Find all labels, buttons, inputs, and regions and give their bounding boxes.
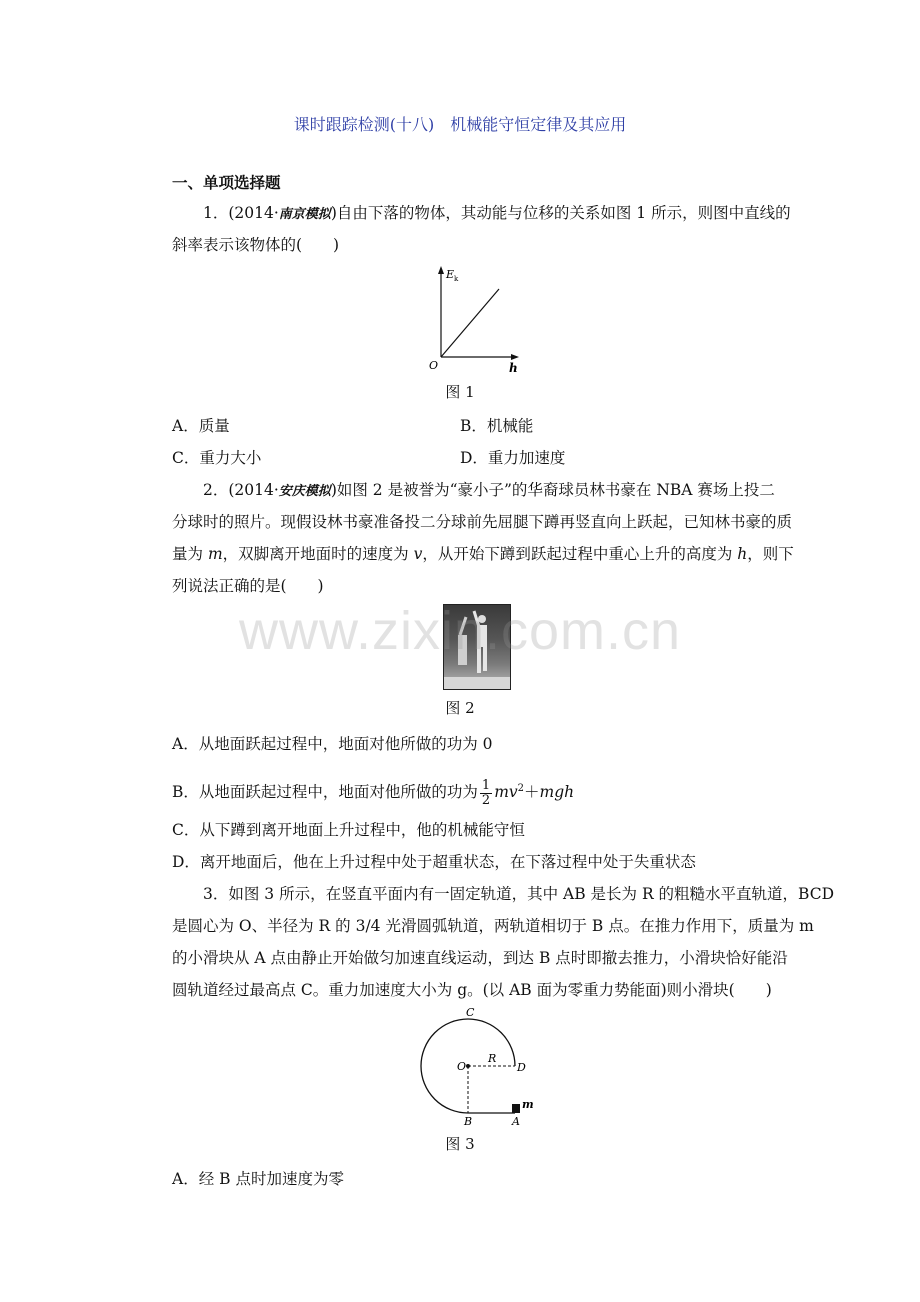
- text: ，从开始下蹲到跃起过程中重心上升的高度为: [422, 545, 738, 563]
- source-tag: 南京模拟: [278, 207, 331, 222]
- center-point: [466, 1064, 470, 1068]
- q2-option-b: [172, 771, 574, 810]
- var-m: m: [207, 545, 223, 563]
- watermark: www.zixin.com.cn: [238, 601, 682, 661]
- question-2-line-3: [172, 543, 794, 565]
- y-axis-arrow: [438, 266, 444, 274]
- figure-3-caption: 图 3: [445, 1135, 475, 1153]
- origin-label: O: [429, 359, 439, 372]
- q2-option-c: C．从下蹲到离开地面上升过程中，他的机械能守恒: [172, 821, 525, 839]
- q1-option-a: A．质量: [172, 417, 230, 435]
- text: ，则下: [747, 545, 794, 563]
- page-title: 课时跟踪检测(十八) 机械能守恒定律及其应用: [293, 115, 627, 134]
- q1-option-d: D．重力加速度: [460, 449, 566, 467]
- q1-option-b: B．机械能: [460, 417, 534, 435]
- question-1-line-1: [172, 202, 791, 226]
- exponent: 2: [517, 783, 525, 794]
- numerator: 1: [481, 777, 491, 793]
- y-axis-subscript: k: [454, 275, 459, 283]
- q3-option-a: A．经 B 点时加速度为零: [172, 1170, 344, 1188]
- question-text: )自由下落的物体，其动能与位移的关系如图 1 所示，则图中直线的: [330, 204, 791, 222]
- var-v: v: [413, 545, 423, 563]
- x-axis-arrow: [511, 354, 519, 360]
- question-2-line-4: 列说法正确的是( ): [172, 577, 324, 595]
- label-b: B: [464, 1115, 473, 1128]
- question-3-line-4: 圆轨道经过最高点 C。重力加速度大小为 g。(以 AB 面为零重力势能面)则小滑块( ): [172, 981, 772, 999]
- expr-mv: mv: [494, 783, 518, 802]
- q1-option-c: C．重力大小: [172, 449, 262, 467]
- var-h: h: [737, 545, 748, 563]
- denominator: 2: [481, 792, 491, 808]
- figure-3-track: [415, 1004, 545, 1128]
- q2-option-d: D．离开地面后，他在上升过程中处于超重状态，在下落过程中处于失重状态: [172, 853, 696, 871]
- option-text: B．从地面跃起过程中，地面对他所做的功为: [172, 783, 478, 802]
- label-d: D: [517, 1061, 526, 1074]
- label-o: O: [457, 1060, 467, 1073]
- label-m: m: [522, 1098, 534, 1111]
- ek-line: [441, 289, 499, 357]
- figure-1-caption: 图 1: [445, 383, 475, 401]
- slider-block: [512, 1104, 520, 1113]
- question-3-line-1: 3．如图 3 所示，在竖直平面内有一固定轨道，其中 AB 是长为 R 的粗糙水平直轨道，BCD: [203, 885, 835, 903]
- text: 量为: [172, 545, 208, 563]
- expr-mgh: mgh: [539, 783, 575, 802]
- question-2-line-2: 分球时的照片。现假设林书豪准备投二分球前先屈腿下蹲再竖直向上跃起，已知林书豪的质: [172, 513, 793, 531]
- question-3-line-2: 是圆心为 O、半径为 R 的 3/4 光滑圆弧轨道，两轨道相切于 B 点。在推力作用下，质量为 m: [172, 917, 814, 935]
- plus: ＋: [524, 783, 540, 802]
- question-1-line-2: 斜率表示该物体的( ): [172, 236, 340, 254]
- text: ，双脚离开地面时的速度为: [222, 545, 414, 563]
- label-a: A: [512, 1115, 520, 1128]
- q2-option-a: A．从地面跃起过程中，地面对他所做的功为 0: [172, 735, 493, 753]
- label-c: C: [466, 1006, 475, 1019]
- figure-1-graph: [425, 262, 535, 374]
- label-r: R: [488, 1052, 497, 1065]
- question-text: )如图 2 是被誉为“豪小子”的华裔球员林书豪在 NBA 赛场上投二: [330, 481, 775, 499]
- question-number: 2．(2014·: [203, 481, 279, 499]
- fraction-one-half: [480, 779, 492, 808]
- question-number: 1．(2014·: [203, 204, 279, 222]
- question-3-line-3: 的小滑块从 A 点由静止开始做匀加速直线运动，到达 B 点时即撤去推力，小滑块恰好能沿: [172, 949, 788, 967]
- question-2-line-1: [172, 479, 775, 503]
- figure-2-caption: 图 2: [445, 699, 475, 717]
- y-axis-label: E: [446, 268, 455, 281]
- x-axis-label: h: [509, 361, 518, 374]
- source-tag: 安庆模拟: [278, 484, 331, 499]
- section-heading: 一、单项选择题: [172, 173, 281, 192]
